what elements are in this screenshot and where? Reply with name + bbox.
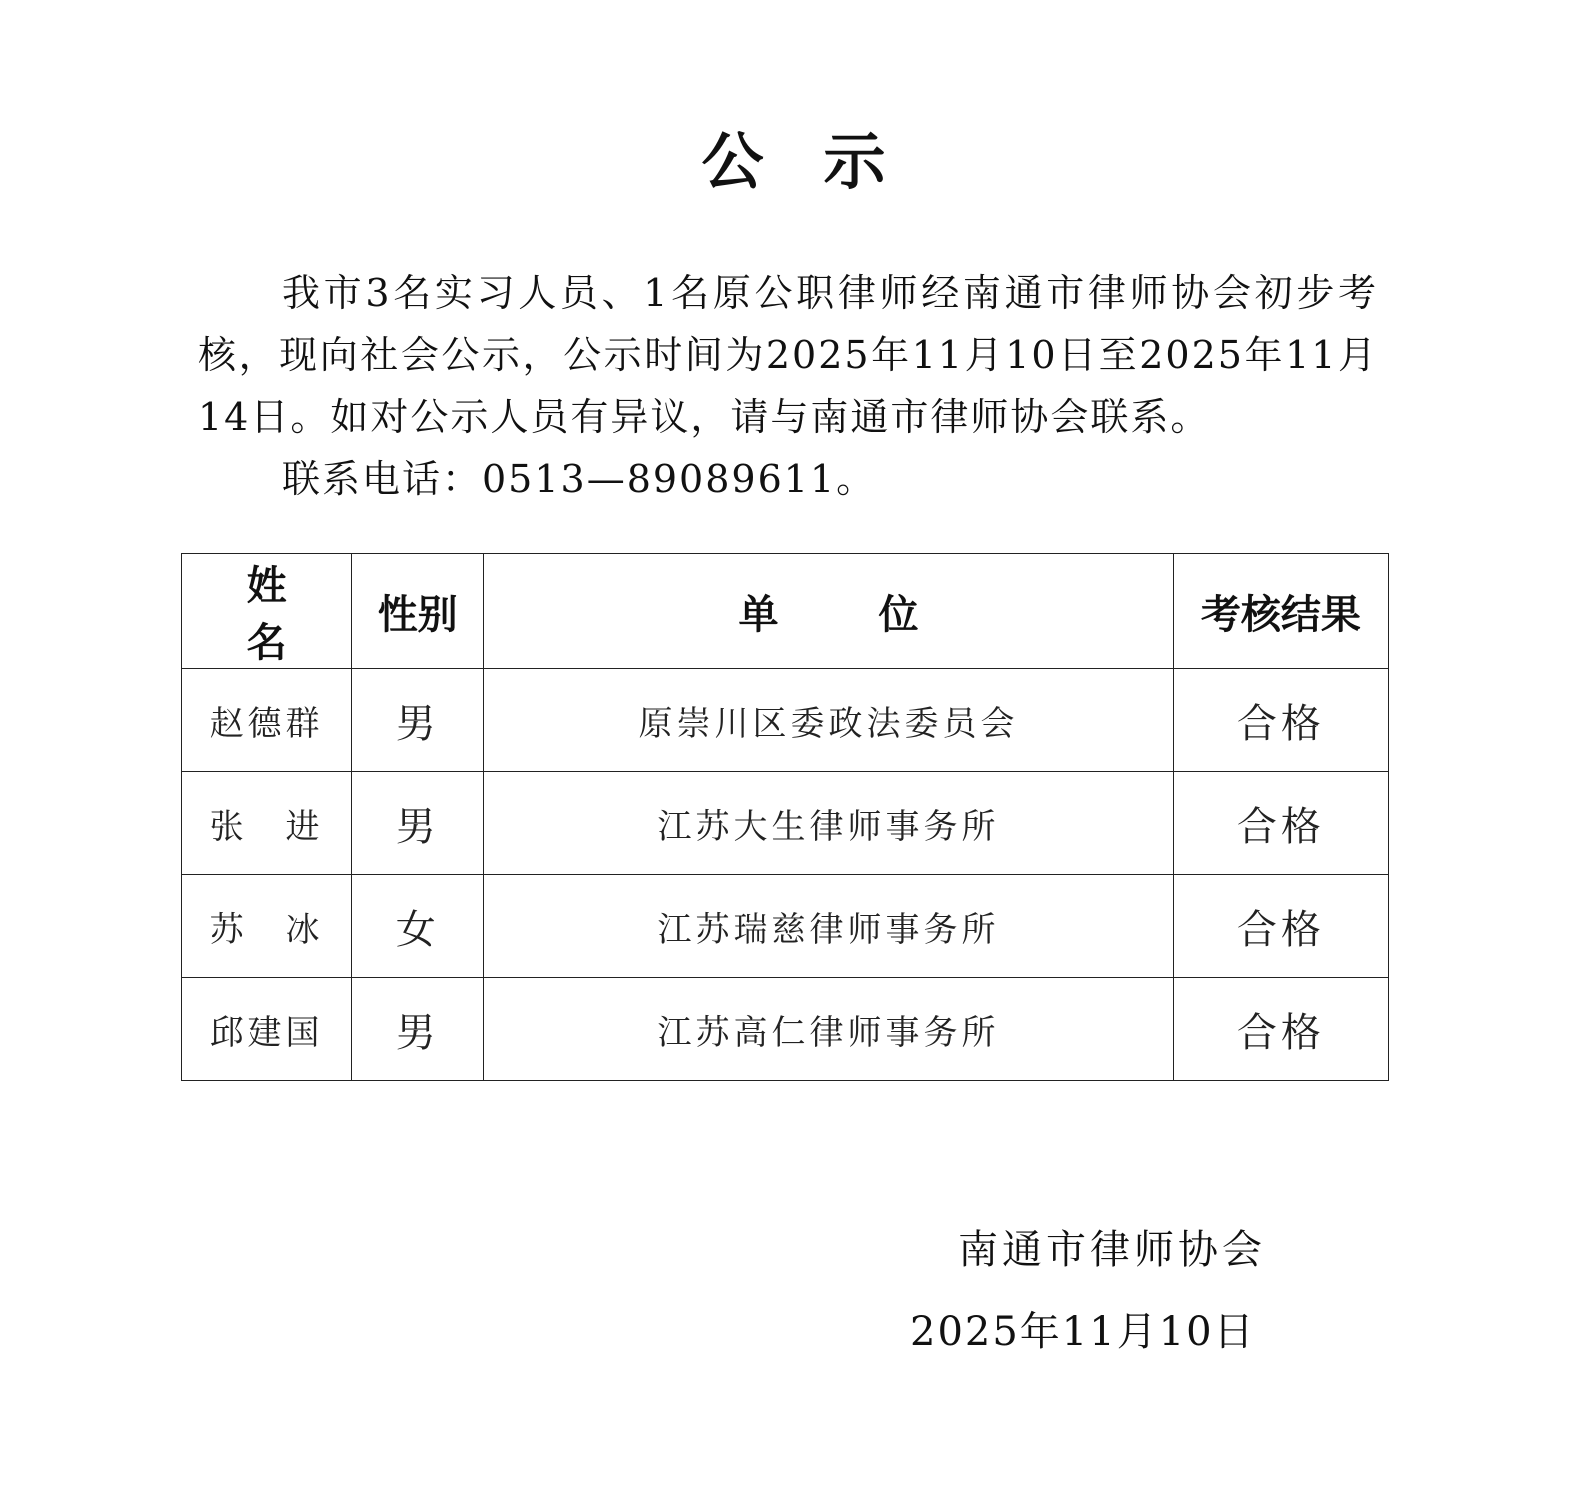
table-row: [182, 669, 1389, 772]
cell-name: 邱建国: [182, 978, 352, 1081]
header-name: 姓名: [182, 554, 352, 669]
cell-result: 合格: [1173, 978, 1388, 1081]
cell-gender: 女: [352, 875, 484, 978]
notice-paragraph: 我市3名实习人员、1名原公职律师经南通市律师协会初步考核，现向社会公示，公示时间为2025年11月10日至2025年11月14日。如对公示人员有异议，请与南通市律师协会联系。: [198, 271, 1378, 439]
table-row: [182, 875, 1389, 978]
cell-gender: 男: [352, 978, 484, 1081]
cell-gender: 男: [352, 669, 484, 772]
page-title: 公示: [701, 125, 946, 198]
cell-unit: 江苏瑞慈律师事务所: [484, 875, 1174, 978]
cell-name: 张 进: [182, 772, 352, 875]
contact-phone: 联系电话：0513—89089611。: [282, 457, 877, 501]
cell-unit: 江苏大生律师事务所: [484, 772, 1174, 875]
cell-result: 合格: [1173, 772, 1388, 875]
table-row: [182, 978, 1389, 1081]
header-gender: 性别: [352, 554, 484, 669]
notice-body: [198, 262, 1378, 510]
cell-name: 苏 冰: [182, 875, 352, 978]
roster-table: [181, 553, 1389, 1081]
cell-unit: 江苏高仁律师事务所: [484, 978, 1174, 1081]
cell-result: 合格: [1173, 669, 1388, 772]
issuer-signature: 南通市律师协会: [958, 1227, 1266, 1273]
header-unit: 单位: [484, 554, 1174, 669]
table-header-row: [182, 554, 1389, 669]
cell-name: 赵德群: [182, 669, 352, 772]
cell-unit: 原崇川区委政法委员会: [484, 669, 1174, 772]
cell-result: 合格: [1173, 875, 1388, 978]
table-row: [182, 772, 1389, 875]
issue-date: 2025年11月10日: [910, 1309, 1256, 1355]
cell-gender: 男: [352, 772, 484, 875]
header-result: 考核结果: [1173, 554, 1388, 669]
